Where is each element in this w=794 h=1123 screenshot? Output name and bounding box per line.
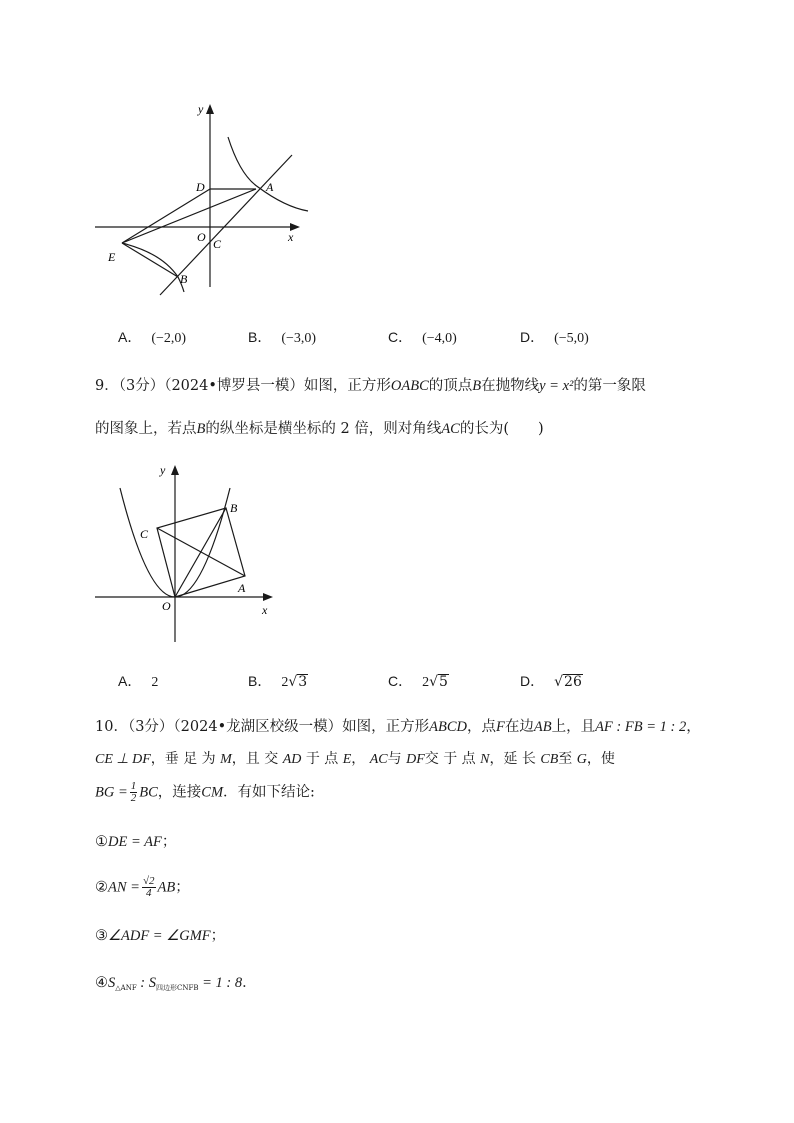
- q8-segment-ea: [122, 189, 256, 243]
- q8-figure: [90, 95, 310, 305]
- text: ，使: [586, 751, 615, 767]
- math: AC: [441, 421, 460, 437]
- q8-option-a: [118, 327, 186, 347]
- subscript: △ANF: [115, 984, 137, 992]
- q8-label-o: O: [197, 230, 206, 244]
- math: AN =: [108, 879, 140, 896]
- option-radicand: 26: [564, 674, 582, 690]
- text: 的图象上，若点: [95, 421, 197, 437]
- q9-line-2: [95, 418, 544, 440]
- q9-label-b: B: [230, 501, 238, 515]
- q9-option-c: C． 2√5: [388, 673, 448, 690]
- math: y = x²: [539, 378, 574, 394]
- math: E: [342, 752, 352, 767]
- text: 的纵坐标是横坐标的 2 倍，则对角线: [205, 421, 442, 437]
- text: 10．（3分）（2024•龙湖区校级一模）如图，正方形: [95, 719, 430, 735]
- option-value: (−5,0): [554, 331, 589, 346]
- fraction-numerator: 1: [130, 780, 137, 792]
- math: G: [576, 752, 587, 767]
- text: ，垂 足 为: [150, 751, 216, 767]
- option-radicand: 3: [298, 674, 308, 690]
- math: AF : FB = 1 : 2: [595, 719, 687, 735]
- q8-label-d: D: [196, 180, 205, 194]
- text: ，延 长: [489, 751, 536, 767]
- math: AD: [282, 752, 302, 767]
- math: BG =: [95, 784, 128, 801]
- text: ．有如下结论:: [223, 784, 315, 801]
- q8-label-b: B: [180, 272, 188, 286]
- text: ；: [161, 834, 177, 850]
- text: 与: [387, 751, 402, 767]
- q8-segment-eb: [122, 243, 178, 277]
- math: B: [472, 378, 482, 394]
- math: BC: [139, 784, 158, 801]
- option-radicand: 5: [439, 674, 448, 690]
- q9-label-a: A: [238, 581, 246, 595]
- text: 9．（3分）（2024•博罗县一模）如图，正方形: [95, 378, 391, 394]
- option-value: (−3,0): [281, 331, 317, 346]
- math: F: [496, 719, 505, 735]
- math: CE ⊥ DF: [95, 752, 151, 767]
- q8-hyperbola-left: [122, 243, 184, 292]
- text: ，点: [467, 719, 496, 735]
- q9-option-d: D． √26: [520, 673, 582, 690]
- option-letter: A．: [118, 673, 142, 689]
- option-letter: D．: [520, 673, 545, 689]
- option-coef: 2: [281, 675, 289, 690]
- option-value: (−4,0): [422, 331, 457, 346]
- q8-label-y: y: [198, 102, 204, 116]
- text: 交 于 点: [424, 751, 476, 767]
- circled-number: ③: [95, 928, 108, 944]
- q9-label-x: x: [262, 603, 268, 617]
- text: 在边: [504, 719, 534, 735]
- option-letter: C．: [388, 329, 413, 345]
- math: AB: [157, 879, 176, 896]
- circled-number: ①: [95, 834, 108, 850]
- math: M: [220, 752, 232, 767]
- option-value: 2: [151, 675, 159, 690]
- q9-line-1: [95, 375, 646, 397]
- text: ；: [210, 928, 226, 944]
- q8-label-e: E: [108, 250, 116, 264]
- fraction: [142, 876, 156, 899]
- math: CB: [540, 752, 559, 767]
- circled-number: ②: [95, 879, 108, 896]
- q8-option-b: [248, 327, 316, 347]
- math: AC: [369, 752, 388, 767]
- q10-conclusion-4: [95, 972, 257, 999]
- text: ；: [175, 879, 190, 896]
- q9-x-arrow: [263, 593, 273, 601]
- q9-label-o: O: [162, 599, 171, 613]
- circled-number: ④: [95, 975, 108, 991]
- q8-label-c: C: [213, 237, 222, 251]
- math: OABC: [390, 378, 429, 394]
- text: ．: [242, 975, 257, 991]
- q10-line-1: [95, 716, 701, 738]
- q8-option-c: [388, 327, 457, 347]
- q9-option-a: [118, 671, 158, 691]
- math: : S: [136, 975, 157, 991]
- text: ，且 交: [231, 751, 279, 767]
- text: 的第一象限: [573, 378, 646, 394]
- math: CM: [201, 784, 224, 801]
- text: 至: [558, 751, 573, 767]
- text: 于 点: [305, 751, 339, 767]
- option-letter: B．: [248, 673, 272, 689]
- option-letter: A．: [118, 329, 142, 345]
- q9-label-y: y: [160, 463, 166, 477]
- fraction-denominator: 4: [145, 887, 152, 899]
- fraction: [130, 781, 138, 804]
- fraction-denominator: 2: [130, 792, 137, 804]
- option-coef: 2: [422, 675, 430, 690]
- option-letter: B．: [248, 329, 272, 345]
- math: = 1 : 8: [198, 975, 243, 991]
- text: ，连接: [157, 784, 202, 801]
- q8-label-a: A: [266, 180, 274, 194]
- math: N: [480, 752, 490, 767]
- q10-conclusion-3: [95, 925, 225, 947]
- text: ，: [351, 751, 366, 767]
- q8-hyperbola-right: [228, 137, 308, 211]
- q10-line-3: [95, 781, 315, 804]
- option-letter: C．: [388, 673, 413, 689]
- text: 的长为( ): [459, 421, 544, 437]
- q10-conclusion-2: [95, 876, 190, 899]
- math: ∠ADF = ∠GMF: [108, 928, 211, 944]
- q10-line-2: [95, 748, 615, 771]
- q9-option-b: B． 2√3: [248, 673, 308, 690]
- text: 上，且: [551, 719, 596, 735]
- math: ABCD: [429, 719, 467, 735]
- subscript: 四边形CNFB: [156, 984, 199, 992]
- math: AB: [533, 719, 552, 735]
- math: B: [196, 421, 206, 437]
- text: 的顶点: [428, 378, 473, 394]
- text: ，: [686, 719, 701, 735]
- q9-label-c: C: [140, 527, 149, 541]
- q10-conclusion-1: [95, 831, 176, 853]
- q9-figure: [90, 460, 290, 650]
- math: S: [108, 975, 116, 991]
- q9-y-arrow: [171, 465, 179, 475]
- text: 在抛物线: [481, 378, 540, 394]
- option-value: (−2,0): [151, 331, 187, 346]
- option-letter: D．: [520, 329, 545, 345]
- q8-option-d: [520, 327, 589, 347]
- q8-label-x: x: [288, 230, 294, 244]
- math: DF: [406, 752, 425, 767]
- math: DE = AF: [108, 834, 162, 850]
- q8-y-arrow: [206, 104, 214, 114]
- fraction-numerator: √2: [142, 875, 155, 887]
